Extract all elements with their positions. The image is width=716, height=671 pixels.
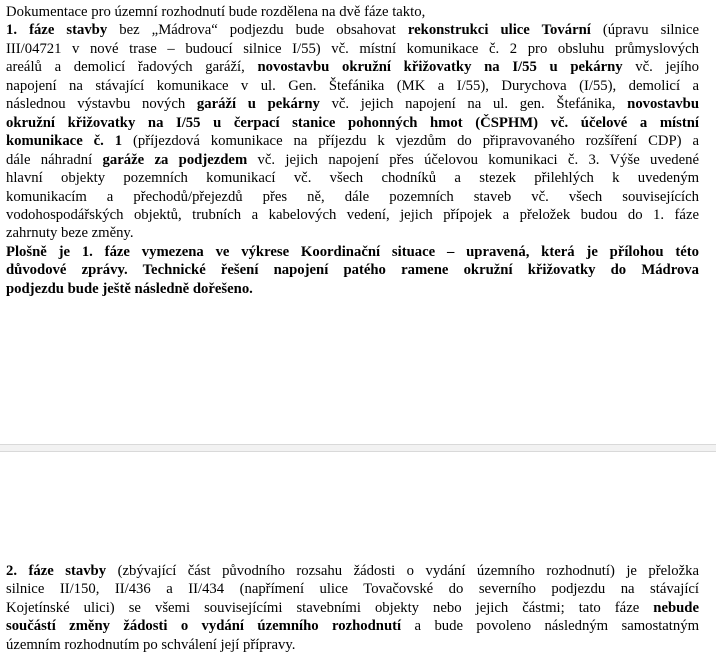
text-line bbox=[6, 95, 699, 113]
text-segment: III/04721 v nové trase – budoucí silnice I/55) vč. místní komunikace č. 2 pro obsluhu průmyslových bbox=[6, 40, 699, 57]
text-segment: následnou výstavbu nových bbox=[6, 96, 197, 113]
text-segment: bez „Mádrova“ podjezdu bude obsahovat bbox=[107, 22, 408, 39]
text-segment: hlavní objekty pozemních komunikací vč. všech chodníků a stezek přilehlých k uvedeným bbox=[6, 170, 699, 187]
text-line bbox=[6, 169, 699, 187]
bold-text-segment: garáže za podjezdem bbox=[102, 151, 248, 168]
bold-text-segment: okružní křižovatky na I/55 u čerpací stanice pohonných hmot (ČSPHM) vč. účelové a místní bbox=[6, 114, 699, 131]
text-segment: územním rozhodnutím po schválení její přípravy. bbox=[6, 636, 296, 653]
text-line bbox=[6, 151, 699, 169]
bold-text-segment: 2. fáze stavby bbox=[6, 563, 107, 579]
text-segment: vodohospodářských objektů, trubních a kabelových vedení, jejich přípojek a přeložek budou do 1. fáze bbox=[6, 206, 699, 223]
phase-2-description bbox=[6, 562, 699, 654]
text-line bbox=[6, 206, 699, 224]
bold-text-segment: novostavbu bbox=[627, 96, 699, 113]
bold-text-segment: důvodové zprávy. Technické řešení napojení patého ramene okružní křižovatky do Mádrova bbox=[6, 262, 699, 279]
bold-text-segment: podjezdu bude ještě následně dořešeno. bbox=[6, 280, 253, 297]
text-segment: zahrnuty beze změny. bbox=[6, 225, 134, 242]
text-segment: Kojetínské ulici) se všemi souvisejícími stavebními objekty nebo jejich částmi; tato fáze bbox=[6, 599, 654, 616]
text-segment: napojení na stávající komunikace v ul. Gen. Štefánika (MK a I/55), Durychova (I/55), demolicí a bbox=[6, 77, 699, 94]
text-segment: (úpravu silnice bbox=[590, 22, 699, 39]
text-segment: areálů a demolicí řadových garáží, bbox=[6, 59, 258, 76]
text-line bbox=[6, 580, 699, 598]
text-line bbox=[6, 599, 699, 617]
page-break bbox=[0, 444, 716, 452]
bold-text-segment: 1. fáze stavby bbox=[6, 22, 108, 39]
text-line bbox=[6, 40, 699, 58]
document-page-2 bbox=[0, 452, 716, 671]
text-segment: (příjezdová komunikace na příjezdu k vjezdům do připravovaného rozšíření CDP) a bbox=[122, 133, 699, 150]
bold-text-segment: novostavbu okružní křižovatky na I/55 u pekárny bbox=[257, 59, 623, 76]
text-line bbox=[6, 224, 699, 242]
text-line bbox=[6, 77, 699, 95]
bold-text-segment: garáží u pekárny bbox=[196, 96, 320, 113]
text-segment: silnice II/150, II/436 a II/434 (napřímení ulice Tovačovské do severního podjezdu na stávající bbox=[6, 581, 699, 598]
text-line bbox=[6, 636, 699, 654]
text-line bbox=[6, 114, 699, 132]
text-segment: (zbývající část původního rozsahu žádosti o vydání územního rozhodnutí) je přeložka bbox=[106, 563, 699, 579]
text-segment: dále náhradní bbox=[6, 151, 103, 168]
text-line bbox=[6, 562, 699, 580]
text-segment: vč. jejího bbox=[622, 59, 699, 76]
bold-text-segment: nebude bbox=[653, 599, 699, 616]
text-line bbox=[6, 21, 699, 39]
text-line bbox=[6, 243, 699, 261]
text-line bbox=[6, 132, 699, 150]
text-line bbox=[6, 3, 699, 21]
text-line bbox=[6, 261, 699, 279]
text-line bbox=[6, 280, 699, 298]
text-segment: Dokumentace pro územní rozhodnutí bude rozdělena na dvě fáze takto, bbox=[6, 4, 426, 20]
bold-text-segment: rekonstrukci ulice Tovární bbox=[407, 22, 591, 39]
phase-1-description bbox=[6, 3, 699, 298]
bold-text-segment: součástí změny žádosti o vydání územního rozhodnutí bbox=[6, 618, 402, 635]
bold-text-segment: komunikace č. 1 bbox=[6, 133, 123, 150]
bold-text-segment: Plošně je 1. fáze vymezena ve výkrese Koordinační situace – upravená, která je přílohou této bbox=[6, 243, 699, 260]
text-line bbox=[6, 188, 699, 206]
text-segment: komunikacím a přechodů/přejezdů přes ně, dále pozemních staveb vč. všech souvisejících bbox=[6, 188, 699, 205]
text-line bbox=[6, 58, 699, 76]
text-line bbox=[6, 617, 699, 635]
text-segment: vč. jejich napojení přes účelovou komunikaci č. 3. Výše uvedené bbox=[247, 151, 699, 168]
text-segment: a bude povoleno následným samostatným bbox=[401, 618, 699, 635]
text-segment: vč. jejich napojení na ul. gen. Štefánika, bbox=[319, 96, 628, 113]
